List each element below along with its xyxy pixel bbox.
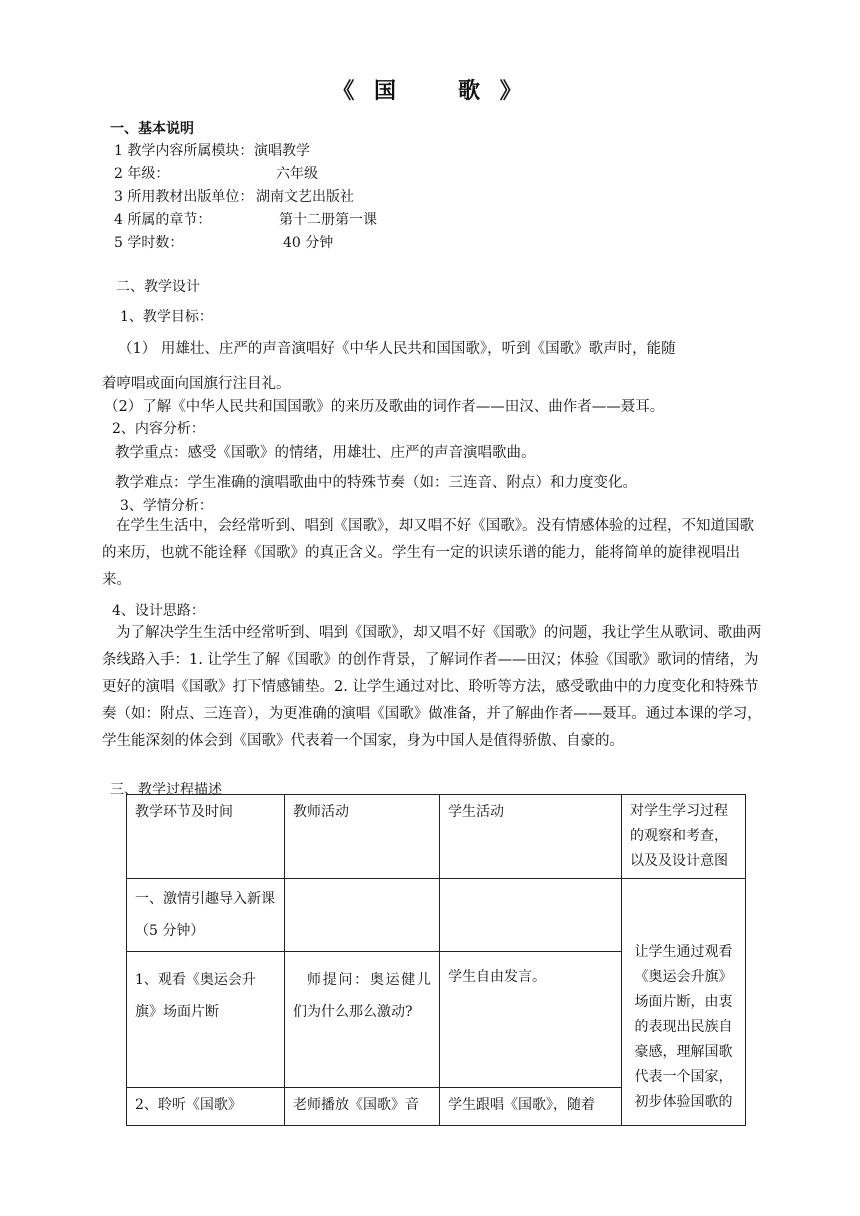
table-row [127, 879, 746, 952]
info-value: 湖南文艺出版社 [256, 189, 354, 205]
observation-cell: 让学生通过观看《奥运会升旗》场面片断，由衷的表现出民族自豪感，理解国歌代表一个国家，初步体验国歌的 [622, 879, 746, 1126]
student-cell: 学生跟唱《国歌》，随着 [440, 1088, 622, 1126]
stage-cell: 2、聆听《国歌》 [127, 1088, 285, 1126]
teacher-cell [285, 879, 440, 952]
section-design-heading: 二、教学设计 [116, 279, 200, 295]
info-label: 1 教学内容所属模块： [114, 143, 254, 159]
header-stage: 教学环节及时间 [127, 795, 285, 879]
student-cell: 学生自由发言。 [440, 952, 622, 1088]
info-value: 演唱教学 [254, 143, 310, 159]
learner-analysis-text: 在学生生活中，会经常听到、唱到《国歌》，却又唱不好《国歌》。没有情感体验的过程，不知道国歌的来历，也就不能诠释《国歌》的真正含义。学生有一定的识读乐谱的能力，能将简单的旋律视唱出来。 [102, 518, 754, 588]
header-student: 学生活动 [440, 795, 622, 879]
stage-cell: 1、观看《奥运会升旗》场面片断 [127, 952, 285, 1088]
info-label: 4 所属的章节： [114, 212, 212, 228]
goal-1-line-2: 着哼唱或面向国旗行注目礼。 [102, 376, 291, 392]
goal-heading: 1、教学目标： [120, 309, 213, 325]
content-analysis-heading: 2、内容分析： [112, 421, 205, 437]
document-title: 《 国 歌 》 [332, 79, 528, 104]
stage-cell: 一、激情引趣导入新课（5 分钟） [127, 879, 285, 952]
table-header-row [127, 795, 746, 879]
learner-analysis-heading: 3、学情分析： [120, 498, 213, 514]
key-point: 教学重点：感受《国歌》的情绪，用雄壮、庄严的声音演唱歌曲。 [115, 445, 536, 461]
difficulty-point: 教学难点：学生准确的演唱歌曲中的特殊节奏（如：三连音、附点）和力度变化。 [115, 475, 637, 491]
info-value: 六年级 [276, 166, 318, 182]
header-teacher: 教师活动 [285, 795, 440, 879]
teacher-cell: 老师播放《国歌》音 [285, 1088, 440, 1126]
info-value: 第十二册第一课 [279, 212, 377, 228]
goal-1-line-1: （1） 用雄壮、庄严的声音演唱好《中华人民共和国国歌》，听到《国歌》歌声时，能随 [118, 341, 676, 357]
section-process-heading: 三、教学过程描述 [110, 782, 222, 798]
student-cell [440, 879, 622, 952]
process-table [126, 794, 746, 1126]
section-basic-heading: 一、基本说明 [110, 121, 194, 137]
info-value: 40 分钟 [283, 235, 334, 251]
goal-2: （2）了解《中华人民共和国国歌》的来历及歌曲的词作者——田汉、曲作者——聂耳。 [104, 399, 665, 415]
info-label: 3 所用教材出版单位： [114, 189, 254, 205]
info-label: 2 年级： [114, 166, 170, 182]
info-label: 5 学时数： [114, 235, 184, 251]
design-idea-text: 为了解决学生生活中经常听到、唱到《国歌》，却又唱不好《国歌》的问题，我让学生从歌词、歌曲两条线路入手：1. 让学生了解《国歌》的创作背景，了解词作者——田汉；体验《国歌》歌词的情绪，为更好的演唱《国歌》打下情感铺垫。2. 让学生通过对比、聆听等方法，感受歌曲中的力度变化和特殊节奏（如：附点、三连音），为更准确的演唱《国歌》做准备，并了解曲作者——聂耳。通过本课的学习，学生能深刻的体会到《国歌》代表着一个国家，身为中国人是值得骄傲、自豪的。 [102, 625, 762, 749]
header-observation: 对学生学习过程的观察和考查，以及及设计意图 [622, 795, 746, 879]
design-idea-heading: 4、设计思路： [112, 603, 205, 619]
teacher-cell: 师提问：奥运健儿们为什么那么激动? [285, 952, 440, 1088]
